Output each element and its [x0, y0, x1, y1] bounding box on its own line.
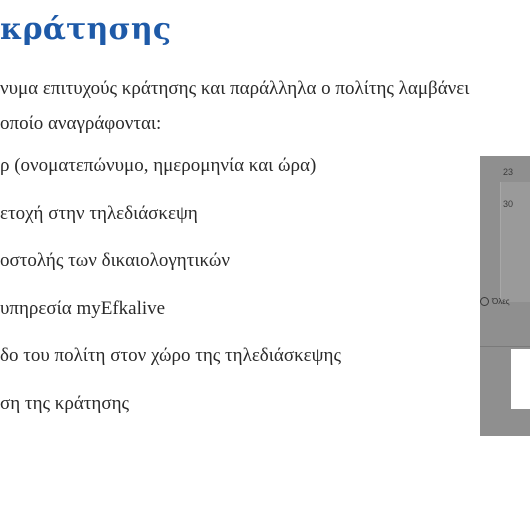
white-panel	[511, 349, 530, 409]
info-row	[480, 297, 510, 306]
list-item: ρ (ονοματεπώνυμο, ημερομηνία και ώρα)	[0, 155, 317, 176]
intro-paragraph-line-1: νυμα επιτυχούς κράτησης και παράλληλα ο πολίτης λαμβάνει	[0, 78, 470, 99]
list-item: ση της κράτησης	[0, 392, 130, 414]
list-item: οστολής των δικαιολογητικών	[0, 250, 230, 272]
list-item: δο του πολίτη στον χώρο της τηλεδιάσκεψης	[0, 345, 341, 367]
list-item: ετοχή στην τηλεδιάσκεψη	[0, 202, 198, 224]
calendar-number: 30	[503, 199, 514, 209]
section-heading: κράτησης	[0, 12, 172, 47]
screenshot-thumbnail	[480, 156, 530, 436]
info-label: Όλες	[492, 297, 510, 306]
intro-paragraph-line-2: οποίο αναγράφονται:	[0, 113, 162, 134]
divider	[480, 346, 530, 347]
list-item: υπηρεσία myEfkalive	[0, 297, 166, 319]
info-icon	[480, 297, 489, 306]
calendar-number: 23	[503, 167, 514, 177]
details-list	[0, 154, 341, 440]
